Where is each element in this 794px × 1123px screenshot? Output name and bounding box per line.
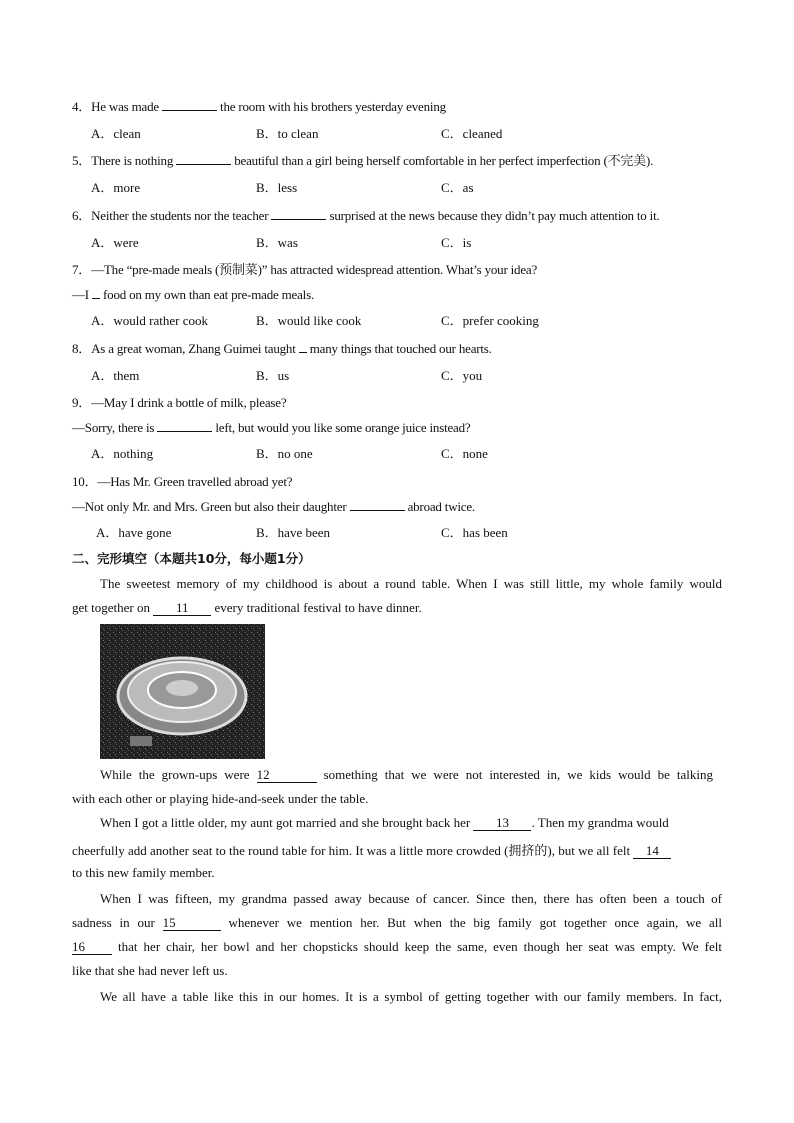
blank-14[interactable]: 14	[633, 844, 671, 859]
blank-16[interactable]: 16	[72, 940, 112, 955]
question-10: 10．—Has Mr. Green travelled abroad yet?	[72, 474, 293, 489]
option-c[interactable]: C．none	[441, 446, 488, 461]
question-9-reply: —Sorry, there is left, but would you like some orange juice instead?	[72, 420, 471, 435]
question-7: 7．—The “pre-made meals (预制菜)” has attracted widespread attention. What’s your idea?	[72, 262, 538, 277]
blank-12[interactable]: 12	[257, 768, 317, 783]
blank-15[interactable]: 15	[163, 916, 221, 931]
option-a[interactable]: A．them	[91, 368, 140, 383]
section-heading: 二、完形填空（本题共10分，每小题1分）	[72, 551, 311, 566]
question-10-reply: —Not only Mr. and Mrs. Green but also their daughter abroad twice.	[72, 499, 475, 514]
option-b[interactable]: B．to clean	[256, 126, 319, 141]
answer-blank[interactable]	[92, 285, 100, 299]
option-a[interactable]: A．nothing	[91, 446, 154, 461]
option-b[interactable]: B．have been	[256, 525, 331, 540]
answer-blank[interactable]	[176, 151, 231, 165]
passage-line: 16 that her chair, her bowl and her chopsticks should keep the same, even though her seat was empty. We felt	[72, 939, 722, 954]
option-b[interactable]: B．no one	[256, 446, 313, 461]
answer-blank[interactable]	[162, 97, 217, 111]
option-c[interactable]: C．is	[441, 235, 472, 250]
question-6: 6．Neither the students nor the teacher surprised at the news because they didn’t pay much attention to it.	[72, 208, 660, 223]
option-a[interactable]: A．clean	[91, 126, 141, 141]
option-a[interactable]: A．were	[91, 235, 139, 250]
option-b[interactable]: B．would like cook	[256, 313, 362, 328]
options-q4	[91, 123, 721, 141]
passage-line: like that she had never left us.	[72, 963, 228, 978]
option-b[interactable]: B．us	[256, 368, 290, 383]
passage-line: to this new family member.	[72, 865, 215, 880]
passage-line: sadness in our 15 whenever we mention her. But when the big family got together once again, we all	[72, 915, 722, 930]
option-c[interactable]: C．as	[441, 180, 474, 195]
answer-blank[interactable]	[157, 418, 212, 432]
options-q5	[91, 177, 721, 195]
blank-11[interactable]: 11	[153, 601, 211, 616]
option-a[interactable]: A．have gone	[96, 525, 172, 540]
passage-line: While the grown-ups were 12 something that we were not interested in, we kids would be talking	[100, 767, 713, 782]
options-q7	[91, 310, 721, 328]
answer-blank[interactable]	[299, 339, 307, 353]
passage-line: We all have a table like this in our homes. It is a symbol of getting together with our family members. In fact,	[100, 989, 722, 1004]
option-a[interactable]: A．would rather cook	[91, 313, 208, 328]
options-q9	[91, 443, 721, 461]
option-b[interactable]: B．less	[256, 180, 298, 195]
passage-line: with each other or playing hide-and-seek under the table.	[72, 791, 369, 806]
passage-line: get together on 11 every traditional festival to have dinner.	[72, 600, 422, 615]
option-c[interactable]: C．has been	[441, 525, 508, 540]
answer-blank[interactable]	[271, 206, 326, 220]
question-8: 8．As a great woman, Zhang Guimei taught many things that touched our hearts.	[72, 341, 492, 356]
question-9: 9．—May I drink a bottle of milk, please?	[72, 395, 287, 410]
passage-line: When I got a little older, my aunt got married and she brought back her 13 . Then my grandma would	[100, 815, 669, 830]
options-q8	[91, 365, 721, 383]
round-table-image	[100, 624, 265, 759]
answer-blank[interactable]	[350, 497, 405, 511]
question-7-reply: —I food on my own than eat pre-made meals.	[72, 287, 315, 302]
passage-line: cheerfully add another seat to the round table for him. It was a little more crowded (拥挤的), but we all felt 14	[72, 840, 671, 859]
passage-line: The sweetest memory of my childhood is about a round table. When I was still little, my whole family would	[100, 576, 722, 591]
option-c[interactable]: C．cleaned	[441, 126, 503, 141]
round-table-photo	[100, 624, 265, 759]
options-q10	[96, 522, 726, 540]
option-b[interactable]: B．was	[256, 235, 298, 250]
passage-line: When I was fifteen, my grandma passed away because of cancer. Since then, there has often been a touch of	[100, 891, 722, 906]
option-c[interactable]: C．you	[441, 368, 483, 383]
blank-13[interactable]: 13	[473, 816, 531, 831]
option-c[interactable]: C．prefer cooking	[441, 313, 539, 328]
question-5: 5．There is nothing beautiful than a girl being herself comfortable in her perfect imperfection (不完美).	[72, 153, 654, 168]
question-4: 4．He was made the room with his brothers yesterday evening	[72, 99, 446, 114]
options-q6	[91, 232, 721, 250]
option-a[interactable]: A．more	[91, 180, 141, 195]
